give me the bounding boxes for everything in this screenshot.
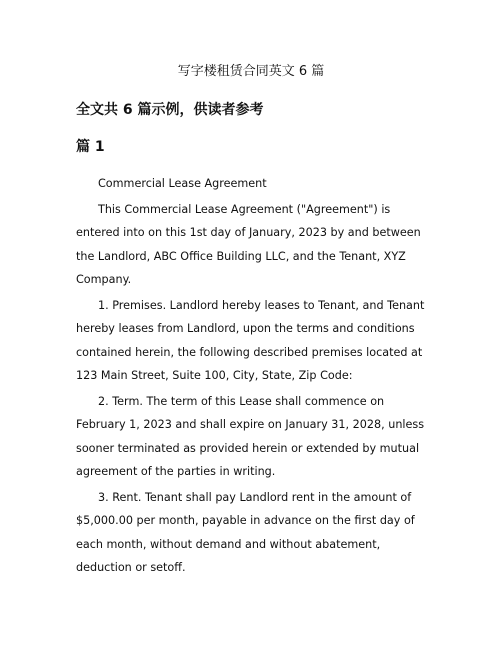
paragraph-rent: 3. Rent. Tenant shall pay Landlord rent in the amount of $5,000.00 per month, payable in advance on the first day of each month, without demand and without abatement, deduction or setoff. (76, 490, 415, 574)
paragraph-lease-title: Commercial Lease Agreement (98, 177, 267, 190)
document-subtitle: 全文共 6 篇示例，供读者参考 (76, 102, 264, 118)
document-body (76, 172, 436, 582)
paragraph-intro: This Commercial Lease Agreement ("Agreement") is entered into on this 1st day of January, 2023 by and between the Landlord, ABC Office Building LLC, and the Tenant, XYZ Company. (76, 202, 421, 286)
paragraph-term: 2. Term. The term of this Lease shall commence on February 1, 2023 and shall expire on January 31, 2028, unless sooner terminated as provided herein or extended by mutual agreement of the parties in writing. (76, 394, 425, 478)
document-title: 写字楼租赁合同英文 6 篇 (177, 64, 325, 79)
paragraph-premises: 1. Premises. Landlord hereby leases to Tenant, and Tenant hereby leases from Landlord, upon the terms and conditions contained herein, the following described premises located at 123 Main Street, Suite 100, City, State, Zip Code: (76, 298, 425, 382)
section-heading: 篇 1 (76, 139, 105, 155)
